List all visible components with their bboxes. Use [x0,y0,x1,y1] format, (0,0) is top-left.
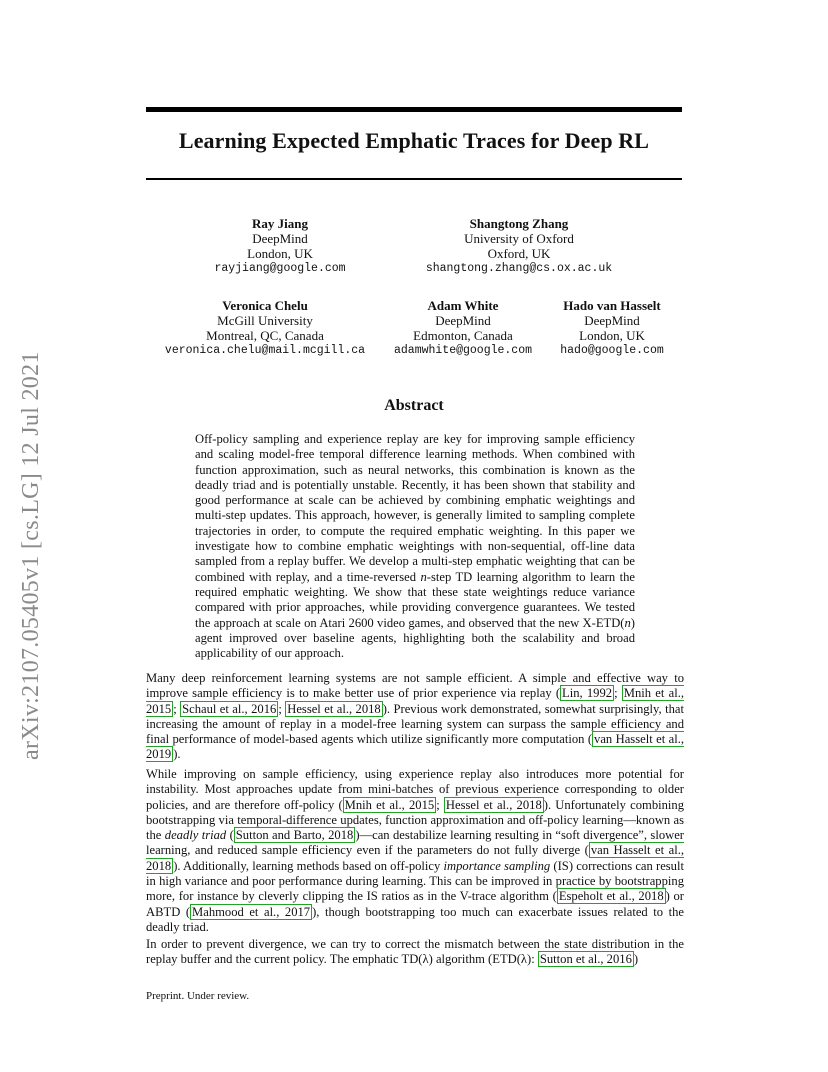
intro-paragraph-2: While improving on sample efficiency, using experience replay also introduces more potential for instability. Most approaches update from mini-batches of previous experience corresponding to older policies, and are therefore off-policy ( Mnih et al., 2015 ; Hessel et al., 2018 ). Unfortunately combining bootstrapping via temporal-difference updates, function approximation and off-policy learning—known as the deadly triad ( Sutton and Barto, 2018 )—can destabilize learning resulting in “soft divergence”, slower learning, and reduced sample efficiency even if the parameters do not fully diverge ( van Hasselt et al., 2018 ). Additionally, learning methods based on off-policy importance sampling (IS) corrections can result in high variance and poor performance during learning. This can be improved in practice by bootstrapping more, for instance by cleverly clipping the IS ratios as in the V-trace algorithm ( Espeholt et al., 2018 ) or ABTD ( Mahmood et al., 2017 ), though bootstrapping too much can exacerbate issues related to the deadly triad. [146,767,685,934]
citation-link[interactable]: Mnih et al., 2015 [146,686,684,716]
arxiv-identifier: arXiv:2107.05405v1 [cs.LG] 12 Jul 2021 [18,351,44,760]
abstract-heading: Abstract [384,397,444,414]
author-block [385,298,541,358]
title-rule-top [146,107,682,112]
citation-link[interactable]: Sutton and Barto, 2018 [235,828,354,843]
title-rule-bottom [146,178,682,180]
citation-link[interactable]: van Hasselt et al., 2019 [146,732,684,762]
citation-link[interactable]: Hessel et al., 2018 [287,701,381,716]
author-email: hado@google.com [560,344,664,357]
author-block [200,216,360,276]
abstract-text: Off-policy sampling and experience replay are key for improving sample efficiency and scaling model-free temporal difference learning methods. When combined with function approximation, such as neural networks, this combination is known as the deadly triad and is potentially unstable. Recently, it has been shown that stability and good performance at scale can be achieved by combining emphatic weightings and multi-step updates. This approach, however, is generally limited to sampling complete trajectories in order, to compute the required emphatic weighting. In this paper we investigate how to combine emphatic weightings with non-sequential, off-line data sampled from a replay buffer. We develop a multi-step emphatic weighting that can be combined with replay, and a time-reversed n-step TD learning algorithm to learn the required emphatic weighting. We show that these state weightings reduce variance compared with prior approaches, while providing convergence guarantees. We tested the approach at scale on Atari 2600 video games, and observed that the new X-ETD(n) agent improved over baseline agents, highlighting both the scalability and broad applicability of our approach. [195,432,635,661]
author-name: Veronica Chelu [222,298,308,313]
citation-link[interactable]: Lin, 1992 [562,686,613,701]
intro-paragraph-3: In order to prevent divergence, we can try to correct the mismatch between the state distribution in the replay buffer and the current policy. The emphatic TD(λ) algorithm (ETD(λ): Sutton et al., 2016 ) [146,937,684,967]
author-location: Oxford, UK [487,246,551,261]
citation-link[interactable]: Espeholt et al., 2018 [558,889,664,904]
citation-link[interactable]: Hessel et al., 2018 [445,797,542,812]
author-affiliation: McGill University [217,313,313,328]
author-name: Ray Jiang [252,216,308,231]
author-location: London, UK [579,328,645,343]
author-name: Hado van Hasselt [563,298,661,313]
author-email: adamwhite@google.com [393,344,533,357]
author-block [414,216,624,276]
author-affiliation: DeepMind [252,231,308,246]
author-location: London, UK [247,246,313,261]
author-name: Shangtong Zhang [469,216,569,231]
citation-link[interactable]: Mahmood et al., 2017 [192,904,311,919]
author-location: Edmonton, Canada [413,328,513,343]
preprint-footer: Preprint. Under review. [146,990,250,1002]
author-email: shangtong.zhang@cs.ox.ac.uk [425,262,613,275]
citation-link[interactable]: Mnih et al., 2015 [344,797,435,812]
citation-link[interactable]: Schaul et al., 2016 [182,701,277,716]
author-email: rayjiang@google.com [214,262,346,275]
author-block [160,298,370,358]
author-name: Adam White [427,298,499,313]
intro-paragraph-1: Many deep reinforcement learning systems are not sample efficient. A simple and effective way to improve sample efficiency is to make better use of prior experience via replay ( Lin, 1992 ; Mnih et al., 2015 ; Schaul et al., 2016 ; Hessel et al., 2018 ). Previous work demonstrated, somewhat surprisingly, that increasing the amount of replay in a model-free learning system can surpass the sample efficiency and final performance of model-based agents which utilize significantly more computation ( van Hasselt et al., 2019 ). [146,671,684,762]
author-affiliation: DeepMind [584,313,640,328]
author-affiliation: DeepMind [435,313,491,328]
author-location: Montreal, QC, Canada [206,328,324,343]
citation-link[interactable]: Sutton et al., 2016 [539,952,632,967]
author-affiliation: University of Oxford [464,231,574,246]
author-email: veronica.chelu@mail.mcgill.ca [164,344,366,357]
author-block [552,298,672,358]
citation-link[interactable]: van Hasselt et al., 2018 [146,843,684,873]
paper-title: Learning Expected Emphatic Traces for Deep RL [178,128,650,153]
